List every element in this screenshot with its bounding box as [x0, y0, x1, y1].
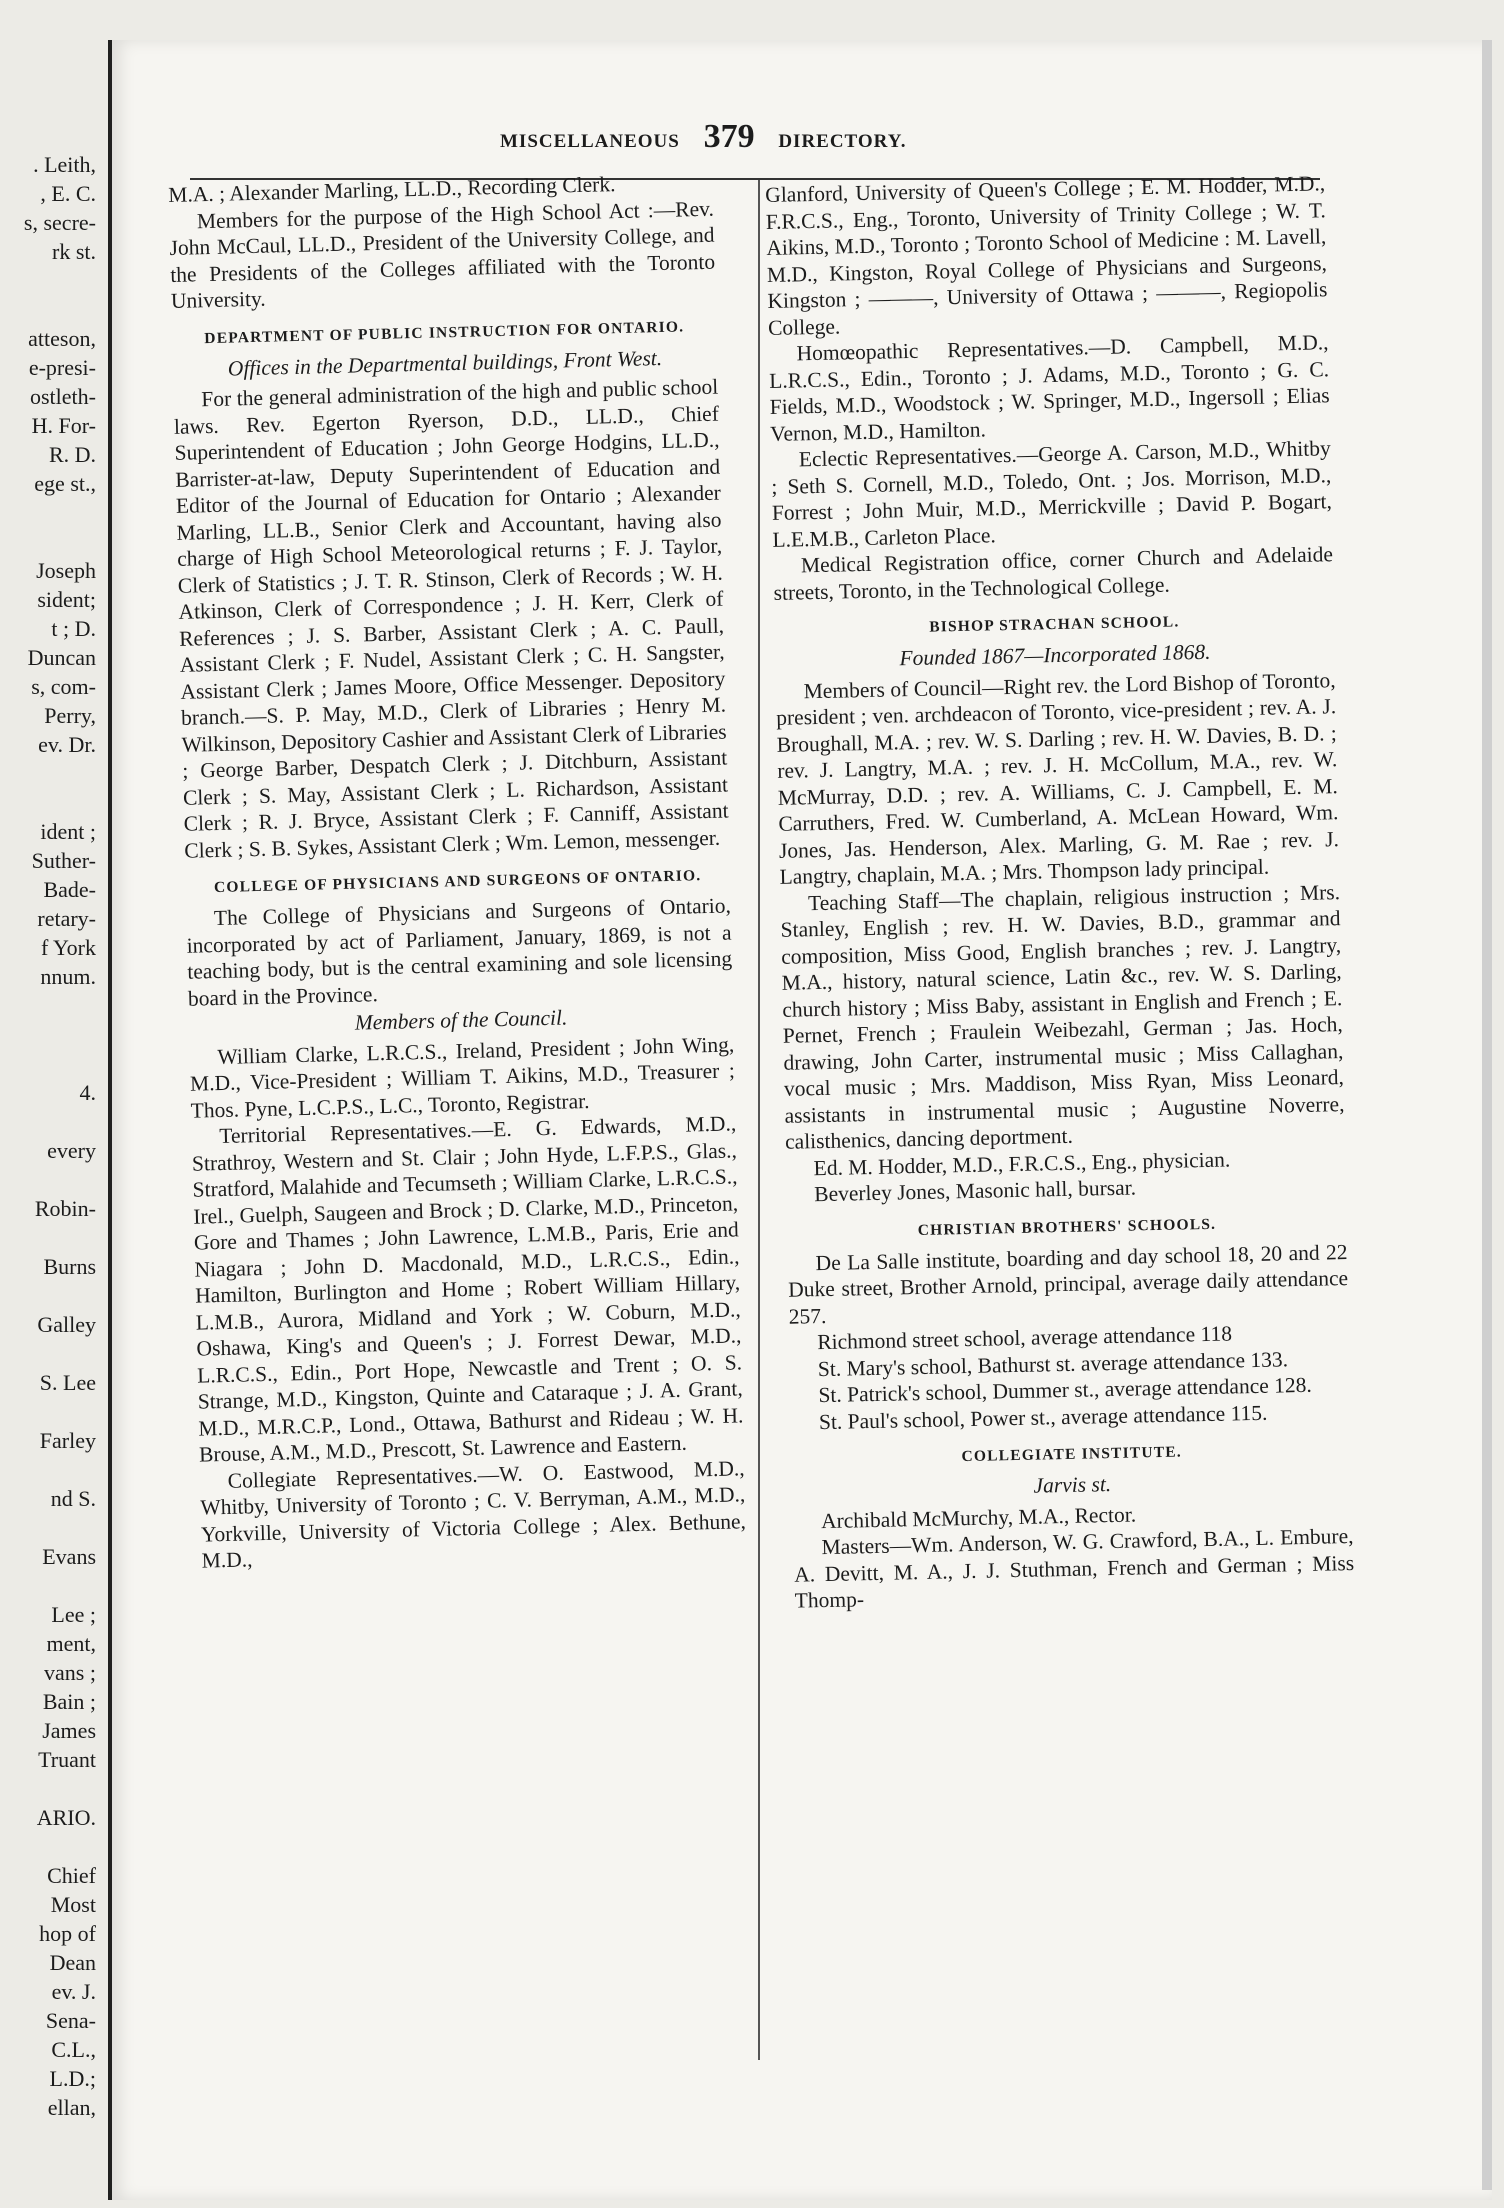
margin-fragment: nnum.	[40, 964, 96, 989]
left-column	[168, 169, 747, 1574]
paragraph: St. Patrick's school, Dummer st., average attendance 128.	[818, 1372, 1313, 1408]
margin-fragment: Robin-	[34, 1196, 96, 1221]
paragraph: Teaching Staff—The chaplain, religious instruction ; Mrs. Stanley, English ; rev. H. W. Davies, B.D., grammar and composition, Miss Good, English branches ; rev. J. Langtry, M.A., history, natural science, Latin &c., rev. W. S. Darling, church history ; Miss Baby, assistant in English and French ; E. Pernet, French ; Fraulein Weibezahl, German ; Jas. Hoch, drawing, John Carter, instrumental music ; Miss Callaghan, vocal music ; Mrs. Maddison, Miss Ryan, Miss Leonard, assistants in instrumental music ; Augustine Noverre, calisthenics, dancing deportment.	[780, 879, 1345, 1154]
paragraph: Eclectic Representatives.—George A. Carson, M.D., Whitby ; Seth S. Cornell, M.D., Toledo, Ont. ; Jos. Morrison, M.D., Forrest ; John Muir, M.D., Merrickville ; David P. Bogart, L.E.M.B., Carleton Place.	[771, 436, 1333, 552]
paragraph: Medical Registration office, corner Church and Adelaide streets, Toronto, in the Technological College.	[773, 542, 1334, 605]
margin-fragment	[0, 788, 96, 817]
column-divider	[758, 180, 760, 2060]
margin-fragment	[0, 991, 96, 1020]
paragraph: Homœopathic Representatives.—D. Campbell, M.D., L.R.C.S., Edin., Toronto ; J. Adams, M.D., Toronto ; G. C. Fields, M.D., Woodstock ; W. Springer, M.D., Ingersoll ; Elias Vernon, M.D., Hamilton.	[768, 330, 1330, 446]
margin-fragment: Joseph	[36, 558, 96, 583]
margin-fragment: ident ;	[40, 819, 96, 844]
margin-fragment: ev. Dr.	[38, 732, 96, 757]
margin-fragment	[0, 759, 96, 788]
paragraph: The College of Physicians and Surgeons of Ontario, incorporated by act of Parliament, January, 1869, is not a teaching body, but is the central examining and sole licensing board in the Province.	[186, 893, 733, 1011]
margin-fragment	[0, 1513, 96, 1542]
margin-fragment: ev. J.	[51, 1979, 96, 2004]
margin-fragment	[0, 295, 96, 324]
paragraph: Collegiate Representatives.—W. O. Eastwood, M.D., Whitby, University of Toronto ; C. V. Berryman, A.M., M.D., Yorkville, University of Victoria College ; Alex. Bethune, M.D.,	[200, 1455, 747, 1573]
header-right: DIRECTORY.	[778, 131, 907, 152]
paragraph: Masters—Wm. Anderson, W. G. Crawford, B.A., L. Embure, A. Devitt, M. A., J. J. Stuthman, French and German ; Miss Thomp-	[793, 1523, 1355, 1613]
margin-fragment: s, com-	[31, 674, 96, 699]
margin-fragment	[0, 1020, 96, 1049]
section-subheading: Offices in the Departmental buildings, Front West.	[227, 345, 663, 381]
paragraph: Members of Council—Right rev. the Lord Bishop of Toronto, president ; ven. archdeacon of Toronto, vice-president ; rev. A. J. Broughall, M.A. ; rev. W. S. Darling ; rev. H. W. Davies, B. D. ; rev. J. Langtry, M.A. ; rev. J. H. McCollum, M.A., rev. W. McMurray, D.D. ; rev. A. Williams, C. J. Campbell, E. M. Carruthers, Fred. W. Cumberland, A. McLean Howard, Wm. Jones, Jas. Henderson, Alex. Marling, G. M. Rae ; rev. J. Langtry, chaplain, M.A. ; Mrs. Thompson lady principal.	[775, 667, 1340, 889]
paragraph: De La Salle institute, boarding and day school 18, 20 and 22 Duke street, Brother Arnold, principal, average daily attendance 257.	[787, 1239, 1349, 1329]
paragraph: M.A. ; Alexander Marling, LL.D., Recording Clerk.	[168, 172, 616, 207]
running-header	[500, 118, 980, 156]
margin-fragment: H. For-	[31, 413, 96, 438]
margin-fragment: Duncan	[27, 645, 96, 670]
section-subheading: Jarvis st.	[1033, 1472, 1112, 1498]
margin-fragment: Burns	[43, 1254, 96, 1279]
margin-fragment: Lee ;	[51, 1602, 96, 1627]
margin-fragment: hop of	[39, 1921, 96, 1946]
margin-fragment: Galley	[37, 1312, 96, 1337]
right-column	[765, 170, 1355, 1614]
margin-fragment	[0, 1223, 96, 1252]
paragraph: Glanford, University of Queen's College ; E. M. Hodder, M.D., F.R.C.S., Eng., Toronto, University of Trinity College ; W. T. Aikins, M.D., Toronto ; Toronto School of Medicine : M. Lavell, M.D., Kingston, Royal College of Physicians and Surgeons, Kingston ; ———, University of Ottawa ; ———, Regiopolis College.	[765, 171, 1328, 340]
margin-fragment: every	[47, 1138, 96, 1163]
margin-fragment: 4.	[79, 1080, 96, 1105]
paragraph: St. Paul's school, Power st., average attendance 115.	[818, 1400, 1268, 1434]
margin-fragment: ege st.,	[34, 471, 96, 496]
margin-fragment: . Leith,	[33, 152, 96, 177]
margin-fragment	[0, 1165, 96, 1194]
paragraph: Archibald McMurchy, M.A., Rector.	[820, 1502, 1137, 1533]
paragraph: Territorial Representatives.—E. G. Edwards, M.D., Strathroy, Western and St. Clair ; John Hyde, L.F.P.S., Glas., Stratford, Malahide and Tecumseth ; William Clarke, L.R.C.S., Irel., Guelph, Saugeen and Brock ; D. Clarke, M.D., Princeton, Gore and Thames ; John Lawrence, L.M.B., Paris, Erie and Niagara ; John D. Macdonald, M.D., L.R.C.S., Edin., Hamilton, Burlington and Home ; Robert William Hillary, L.M.B., Aurora, Midland and York ; W. Coburn, M.D., Oshawa, King's and Queen's ; J. Forrest Dewar, M.D., L.R.C.S., Edin., Port Hope, Newcastle and Trent ; O. S. Strange, M.D., Kingston, Quinte and Cataraque ; J. A. Grant, M.D., M.R.C.P., Lond., Ottawa, Bathurst and Rideau ; W. H. Brouse, A.M., M.D., Prescott, St. Lawrence and Eastern.	[191, 1111, 744, 1467]
margin-fragment: Bain ;	[42, 1689, 96, 1714]
margin-fragment: Truant	[38, 1747, 96, 1772]
margin-fragment	[0, 1832, 96, 1861]
previous-page-margin	[0, 150, 96, 2122]
margin-fragment: s, secre-	[23, 210, 96, 235]
paragraph: Beverley Jones, Masonic hall, bursar.	[813, 1175, 1137, 1207]
section-heading: BISHOP STRACHAN SCHOOL.	[929, 613, 1180, 636]
margin-fragment: retary-	[37, 906, 96, 931]
paragraph: Members for the purpose of the High School Act :—Rev. John McCaul, LL.D., President of the University College, and the Presidents of the Colleges affiliated with the Toronto University.	[169, 196, 716, 313]
margin-fragment: ment,	[46, 1631, 96, 1656]
paragraph: William Clarke, L.R.C.S., Ireland, President ; John Wing, M.D., Vice-President ; William T. Aikins, M.D., Treasurer ; Thos. Pyne, L.C.P.S., L.C., Toronto, Registrar.	[189, 1031, 736, 1123]
paragraph: Richmond street school, average attendance 118	[817, 1321, 1233, 1355]
margin-fragment	[0, 1049, 96, 1078]
margin-fragment: ellan,	[47, 2095, 96, 2120]
margin-fragment: R. D.	[48, 442, 96, 467]
margin-fragment: atteson,	[28, 326, 96, 351]
margin-fragment: S. Lee	[39, 1370, 96, 1395]
margin-fragment: ARIO.	[36, 1805, 96, 1830]
page-number: 379	[703, 118, 755, 155]
margin-fragment: L.D.;	[49, 2066, 96, 2091]
section-subheading: Founded 1867—Incorporated 1868.	[899, 639, 1211, 671]
margin-fragment: James	[42, 1718, 96, 1743]
margin-fragment: Chief	[47, 1863, 96, 1888]
margin-fragment: Evans	[42, 1544, 96, 1569]
page-edge	[1482, 40, 1492, 2190]
margin-fragment: Perry,	[44, 703, 96, 728]
margin-fragment: f York	[40, 935, 96, 960]
section-heading: CHRISTIAN BROTHERS' SCHOOLS.	[917, 1215, 1217, 1239]
section-heading: COLLEGIATE INSTITUTE.	[961, 1443, 1183, 1466]
margin-fragment	[0, 1774, 96, 1803]
margin-fragment	[0, 527, 96, 556]
margin-fragment: t ; D.	[51, 616, 96, 641]
margin-fragment	[0, 1339, 96, 1368]
section-subheading: Members of the Council.	[354, 1005, 568, 1035]
margin-fragment: , E. C.	[40, 181, 96, 206]
margin-fragment: e-presi-	[28, 355, 96, 380]
margin-fragment: rk st.	[52, 239, 96, 264]
paragraph: Ed. M. Hodder, M.D., F.R.C.S., Eng., physician.	[813, 1146, 1231, 1180]
header-left: MISCELLANEOUS	[500, 131, 680, 152]
margin-fragment: Dean	[49, 1950, 96, 1975]
margin-fragment: sident;	[37, 587, 96, 612]
margin-fragment: Most	[50, 1892, 96, 1917]
margin-fragment: vans ;	[44, 1660, 96, 1685]
margin-fragment	[0, 1397, 96, 1426]
margin-fragment: Farley	[39, 1428, 96, 1453]
margin-fragment	[0, 1107, 96, 1136]
section-heading: DEPARTMENT OF PUBLIC INSTRUCTION FOR ONTARIO.	[204, 317, 685, 347]
margin-fragment	[0, 1455, 96, 1484]
margin-fragment: Sena-	[45, 2008, 96, 2033]
margin-fragment: C.L.,	[51, 2037, 96, 2062]
paragraph: For the general administration of the high and public school laws. Rev. Egerton Ryerson, D.D., LL.D., Chief Superintendent of Education ; John George Hodgins, LL.D., Barrister-at-law, Deputy Superintendent of Education and Editor of the Journal of Education for Ontario ; Alexander Marling, LL.B., Senior Clerk and Accountant, having also charge of High School Meteorological returns ; F. J. Taylor, Clerk of Statistics ; J. T. R. Stinson, Clerk of Records ; W. H. Atkinson, Clerk of Correspondence ; J. H. Kerr, Clerk of References ; J. S. Barber, Assistant Clerk ; A. C. Paull, Assistant Clerk ; F. Nudel, Assistant Clerk ; C. H. Sangster, Assistant Clerk ; James Moore, Office Messenger. Depository branch.—S. P. May, M.D., Clerk of Libraries ; Henry M. Wilkinson, Depository Cashier and Assistant Clerk of Libraries ; George Barber, Despatch Clerk ; J. Ditchburn, Assistant Clerk ; S. May, Assistant Clerk ; L. Richardson, Assistant Clerk ; R. J. Bryce, Assistant Clerk ; F. Canniff, Assistant Clerk ; S. B. Sykes, Assistant Clerk ; Wm. Lemon, messenger.	[173, 374, 729, 863]
margin-fragment	[0, 1281, 96, 1310]
margin-fragment: Suther-	[31, 848, 96, 873]
section-heading: COLLEGE OF PHYSICIANS AND SURGEONS OF ONTARIO.	[213, 867, 702, 897]
margin-fragment	[0, 1571, 96, 1600]
margin-fragment: ostleth-	[30, 384, 96, 409]
margin-fragment	[0, 498, 96, 527]
margin-fragment: Bade-	[43, 877, 96, 902]
paragraph: St. Mary's school, Bathurst st. average attendance 133.	[817, 1346, 1289, 1381]
margin-fragment	[0, 266, 96, 295]
margin-fragment: nd S.	[50, 1486, 96, 1511]
